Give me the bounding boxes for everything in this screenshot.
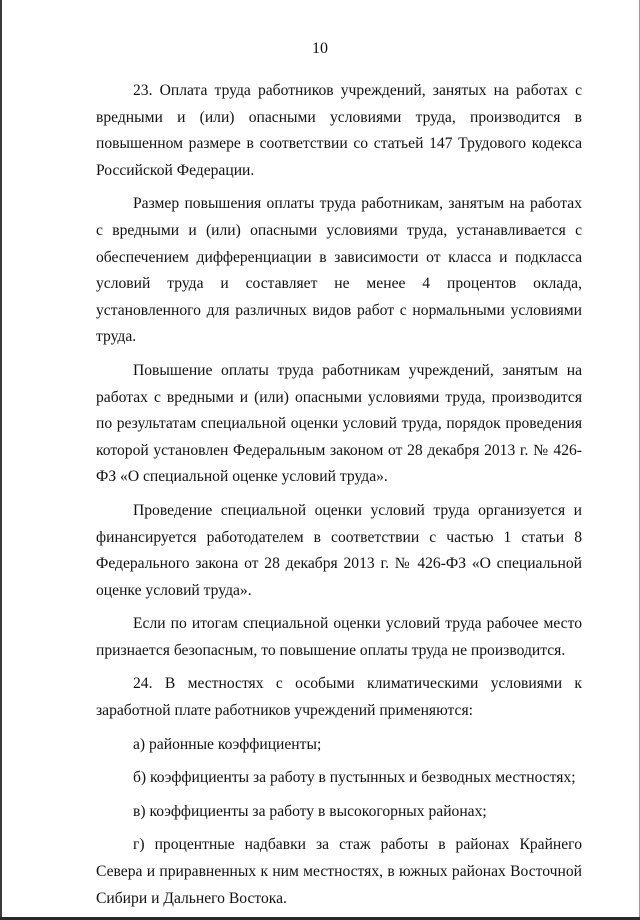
list-item-b: б) коэффициенты за работу в пустынных и безводных местностях; [133, 769, 576, 787]
list-item-c: в) коэффициенты за работу в высокогорных районах; [133, 802, 487, 820]
paragraph-24-intro: 24. В местностях с особыми климатическими условиями к заработной плате работников учреждений применяются: [96, 675, 582, 720]
document-body [96, 78, 582, 919]
list-item-a: а) районные коэффициенты; [133, 735, 322, 753]
paragraph-23-intro: 23. Оплата труда работников учреждений, занятых на работах с вредными и (или) опасными условиями труда, производится в повышенном размере в соответствии со статьей 147 Трудового кодекса Российской Федерации. [96, 82, 582, 179]
page-number: 10 [312, 40, 328, 57]
scan-edge-left [0, 0, 2, 920]
paragraph-assessment-funding: Проведение специальной оценки условий труда организуется и финансируется работодателем в соответствии с частью 1 статьи 8 Федерального закона от 28 декабря 2013 г. № 426-ФЗ «О специальной оценке условий труда». [96, 501, 582, 599]
paragraph-safe-workplace: Если по итогам специальной оценки условий труда рабочее место признается безопасным, то повышение оплаты труда не производится. [96, 615, 582, 659]
paragraph-raise-size: Размер повышения оплаты труда работникам, занятым на работах с вредными и (или) опасными условиями труда, устанавливается с обеспечением дифференциации в зависимости от класса и подкласса условий труда и составляет не менее 4 процентов оклада, установленного для различных видов работ с нормальными условиями труда. [96, 195, 582, 346]
paragraph-raise-basis: Повышение оплаты труда работникам учреждений, занятым на работах с вредными и (или) опасными условиями труда, производится по результатам специальной оценки условий труда, порядок проведения которой установлен Федеральным законом от 28 декабря 2013 г. № 426-ФЗ «О специальной оценке условий труда». [96, 361, 582, 486]
list-item-d: г) процентные надбавки за стаж работы в районах Крайнего Севера и приравненных к ним местностях, в южных районах Восточной Сибири и Дальнего Востока. [96, 836, 582, 907]
